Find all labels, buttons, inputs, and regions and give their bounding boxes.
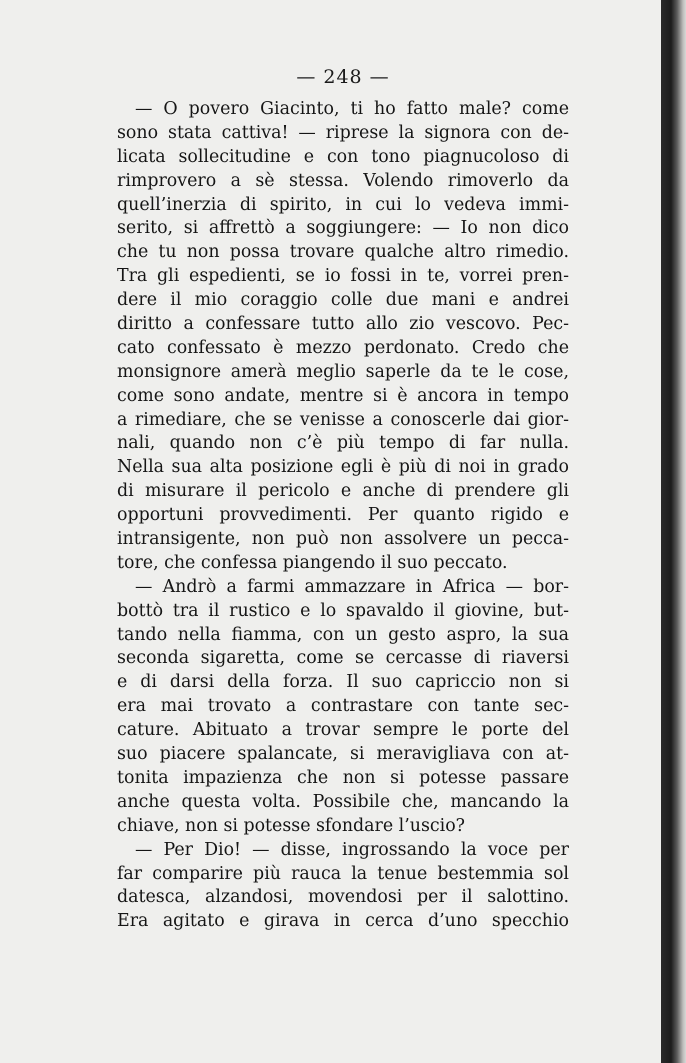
page-number: — 248 — — [296, 66, 390, 88]
text-line: anche questa volta. Possibile che, mancando la — [117, 791, 569, 812]
body-text — [117, 98, 569, 934]
text-line: — Per Dio! — disse, ingrossando la voce per — [135, 839, 569, 860]
text-line: dere il mio coraggio colle due mani e andrei — [117, 290, 569, 311]
text-line: — Andrò a farmi ammazzare in Africa — bor- — [135, 576, 569, 597]
text-line: e di darsi della forza. Il suo capriccio non si — [117, 672, 569, 693]
text-line: opportuni provvedimenti. Per quanto rigido e — [117, 505, 569, 526]
text-line: diritto a confessare tutto allo zio vescovo. Pec- — [117, 314, 569, 335]
text-line: era mai trovato a contrastare con tante sec- — [117, 696, 569, 717]
text-line: rimprovero a sè stessa. Volendo rimoverlo da — [117, 170, 569, 191]
text-line: Era agitato e girava in cerca d’uno specchio — [117, 911, 569, 932]
text-line: tore, che confessa piangendo il suo peccato. — [117, 552, 508, 573]
text-line: sono stata cattiva! — riprese la signora con de- — [117, 122, 569, 143]
text-line: cato confessato è mezzo perdonato. Credo che — [117, 337, 569, 358]
text-line: licata sollecitudine e con tono piagnucoloso di — [117, 146, 569, 167]
text-line: Nella sua alta posizione egli è più di noi in grado — [117, 457, 569, 478]
text-line: tando nella fiamma, con un gesto aspro, la sua — [117, 624, 569, 645]
text-line: nali, quando non c’è più tempo di far nulla. — [117, 433, 569, 454]
text-line: bottò tra il rustico e lo spavaldo il giovine, but- — [117, 600, 569, 621]
text-line: serito, si affrettò a soggiungere: — Io non dico — [117, 218, 569, 239]
text-line: come sono andate, mentre si è ancora in tempo — [117, 385, 569, 406]
text-line: intransigente, non può non assolvere un pecca- — [117, 529, 569, 550]
book-binding-edge — [661, 0, 686, 1063]
text-line: — O povero Giacinto, ti ho fatto male? come — [135, 99, 569, 119]
text-line: a rimediare, che se venisse a conoscerle dai gior- — [117, 409, 569, 430]
text-line: cature. Abituato a trovar sempre le porte del — [117, 720, 569, 741]
text-line: datesca, alzandosi, movendosi per il salottino. — [117, 887, 569, 908]
text-line: di misurare il pericolo e anche di prendere gli — [117, 481, 569, 502]
text-line: Tra gli espedienti, se io fossi in te, vorrei pren- — [117, 266, 569, 287]
text-line: che tu non possa trovare qualche altro rimedio. — [117, 242, 569, 263]
text-line: monsignore amerà meglio saperle da te le cose, — [117, 361, 569, 382]
text-line: tonita impazienza che non si potesse passare — [117, 767, 569, 788]
text-line: seconda sigaretta, come se cercasse di riaversi — [117, 648, 569, 669]
text-line: quell’inerzia di spirito, in cui lo vedeva immi- — [117, 194, 569, 215]
text-line: far comparire più rauca la tenue bestemmia sol — [117, 863, 569, 884]
text-line: suo piacere spalancate, si meravigliava con at- — [117, 744, 569, 765]
text-line: chiave, non si potesse sfondare l’uscio? — [117, 815, 465, 836]
